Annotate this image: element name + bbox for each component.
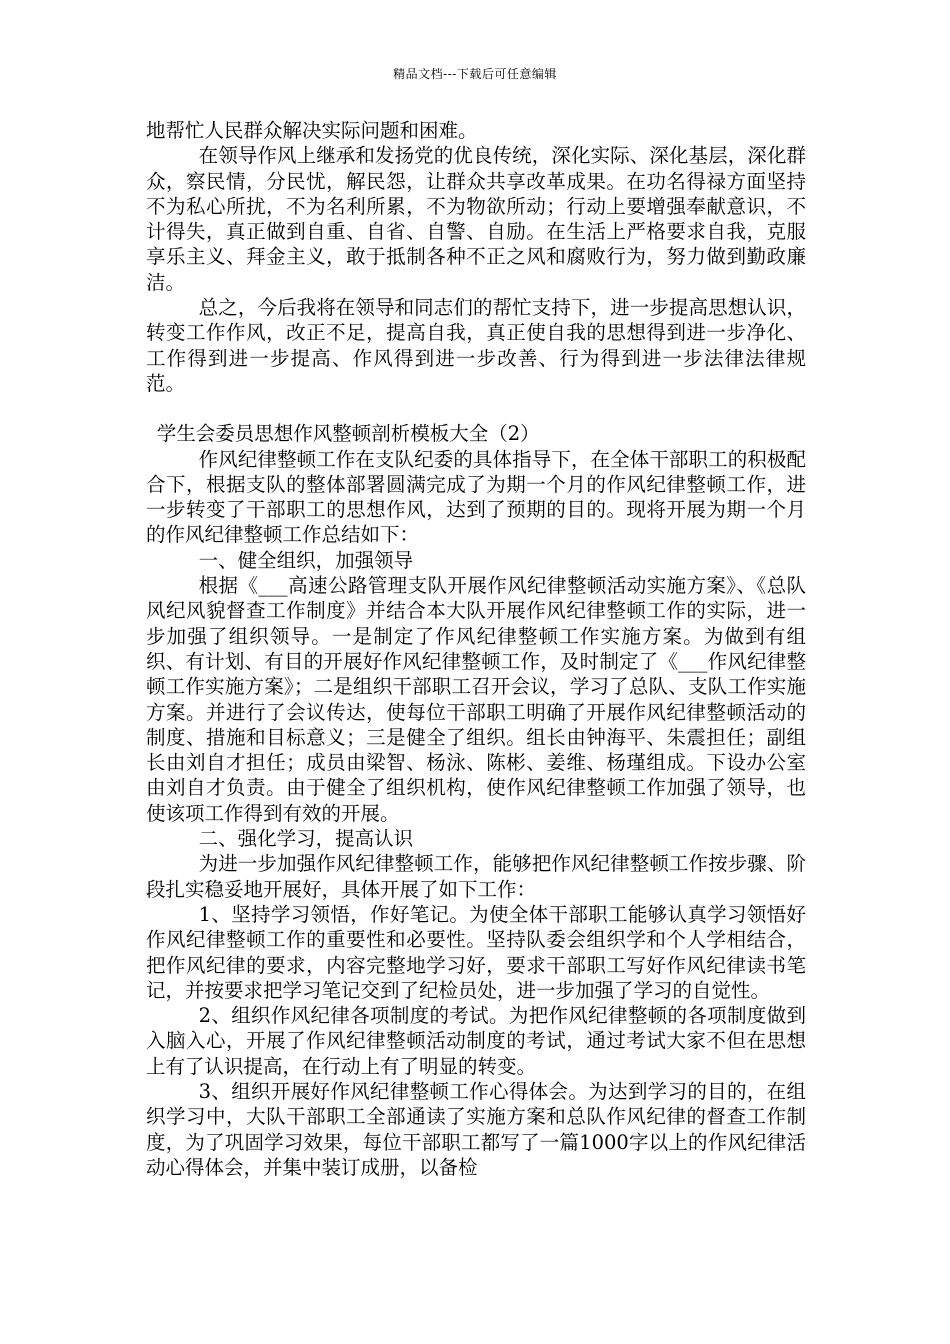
page-header: 精品文档---下载后可任意编辑 — [393, 67, 557, 81]
section-spacer — [146, 396, 806, 421]
subheading-2: 二、强化学习，提高认识 — [198, 827, 414, 851]
paragraph-2: 在领导作风上继承和发扬党的优良传统，深化实际、深化基层，深化群众，察民情，分民忧，解民怨，让群众共享改革成果。在功名得禄方面坚持不为私心所扰，不为名利所累，不为物欲所动；行动上要增强奉献意识，不计得失，真正做到自重、自省、自警、自励。在生活上严格要求自我，克服享乐主义、拜金主义，敢于抵制各种不正之风和腐败行为，努力做到勤政廉洁。 — [146, 144, 806, 294]
paragraph-item-1: 1、坚持学习领悟，作好笔记。为使全体干部职工能够认真学习领悟好作风纪律整顿工作的重要性和必要性。坚持队委会组织学和个人学相结合，把作风纪律的要求，内容完整地学习好，要求干部职工写好作风纪律读书笔记，并按要求把学习笔记交到了纪检员处，进一步加强了学习的自觉性。 — [146, 902, 806, 1002]
paragraph-intro: 作风纪律整顿工作在支队纪委的具体指导下，在全体干部职工的积极配合下，根据支队的整体部署圆满完成了为期一个月的作风纪律整顿工作，进一步转变了干部职工的思想作风，达到了预期的目的。现将开展为期一个月的作风纪律整顿工作总结如下： — [146, 447, 806, 547]
paragraph-item-3: 3、组织开展好作风纪律整顿工作心得体会。为达到学习的目的，在组织学习中，大队干部职工全部通读了实施方案和总队作风纪律的督查工作制度，为了巩固学习效果，每位干部职工都写了一篇1000字以上的作风纪律活动心得体会，并集中装订成册，以备检 — [146, 1079, 806, 1179]
paragraph-1: 地帮忙人民群众解决实际问题和困难。 — [146, 119, 478, 142]
document-body — [146, 118, 806, 1180]
paragraph-study-intro: 为进一步加强作风纪律整顿工作，能够把作风纪律整顿工作按步骤、阶段扎实稳妥地开展好，具体开展了如下工作： — [146, 852, 806, 901]
section-heading: 学生会委员思想作风整顿剖析模板大全（2） — [156, 422, 540, 446]
paragraph-organization: 根据《___高速公路管理支队开展作风纪律整顿活动实施方案》、《总队风纪风貌督查工作制度》并结合本大队开展作风纪律整顿工作的实际，进一步加强了组织领导。一是制定了作风纪律整顿工作实施方案。为做到有组织、有计划、有目的开展好作风纪律整顿工作，及时制定了《___作风纪律整顿工作实施方案》；二是组织干部职工召开会议，学习了总队、支队工作实施方案。并进行了会议传达，使每位干部职工明确了开展作风纪律整顿活动的制度、措施和目标意义；三是健全了组织。组长由钟海平、朱震担任；副组长由刘自才担任；成员由梁智、杨泳、陈彬、姜维、杨瑾组成。下设办公室由刘自才负责。由于健全了组织机构，使作风纪律整顿工作加强了领导，也使该项工作得到有效的开展。 — [146, 574, 806, 825]
paragraph-item-2: 2、组织作风纪律各项制度的考试。为把作风纪律整顿的各项制度做到入脑入心，开展了作风纪律整顿活动制度的考试，通过考试大家不但在思想上有了认识提高，在行动上有了明显的转变。 — [146, 1004, 806, 1078]
subheading-1: 一、健全组织，加强领导 — [198, 548, 414, 572]
paragraph-3: 总之，今后我将在领导和同志们的帮忙支持下，进一步提高思想认识，转变工作作风，改正不足，提高自我，真正使自我的思想得到进一步净化、工作得到进一步提高、作风得到进一步改善、行为得到进一步法律法律规范。 — [146, 296, 806, 395]
